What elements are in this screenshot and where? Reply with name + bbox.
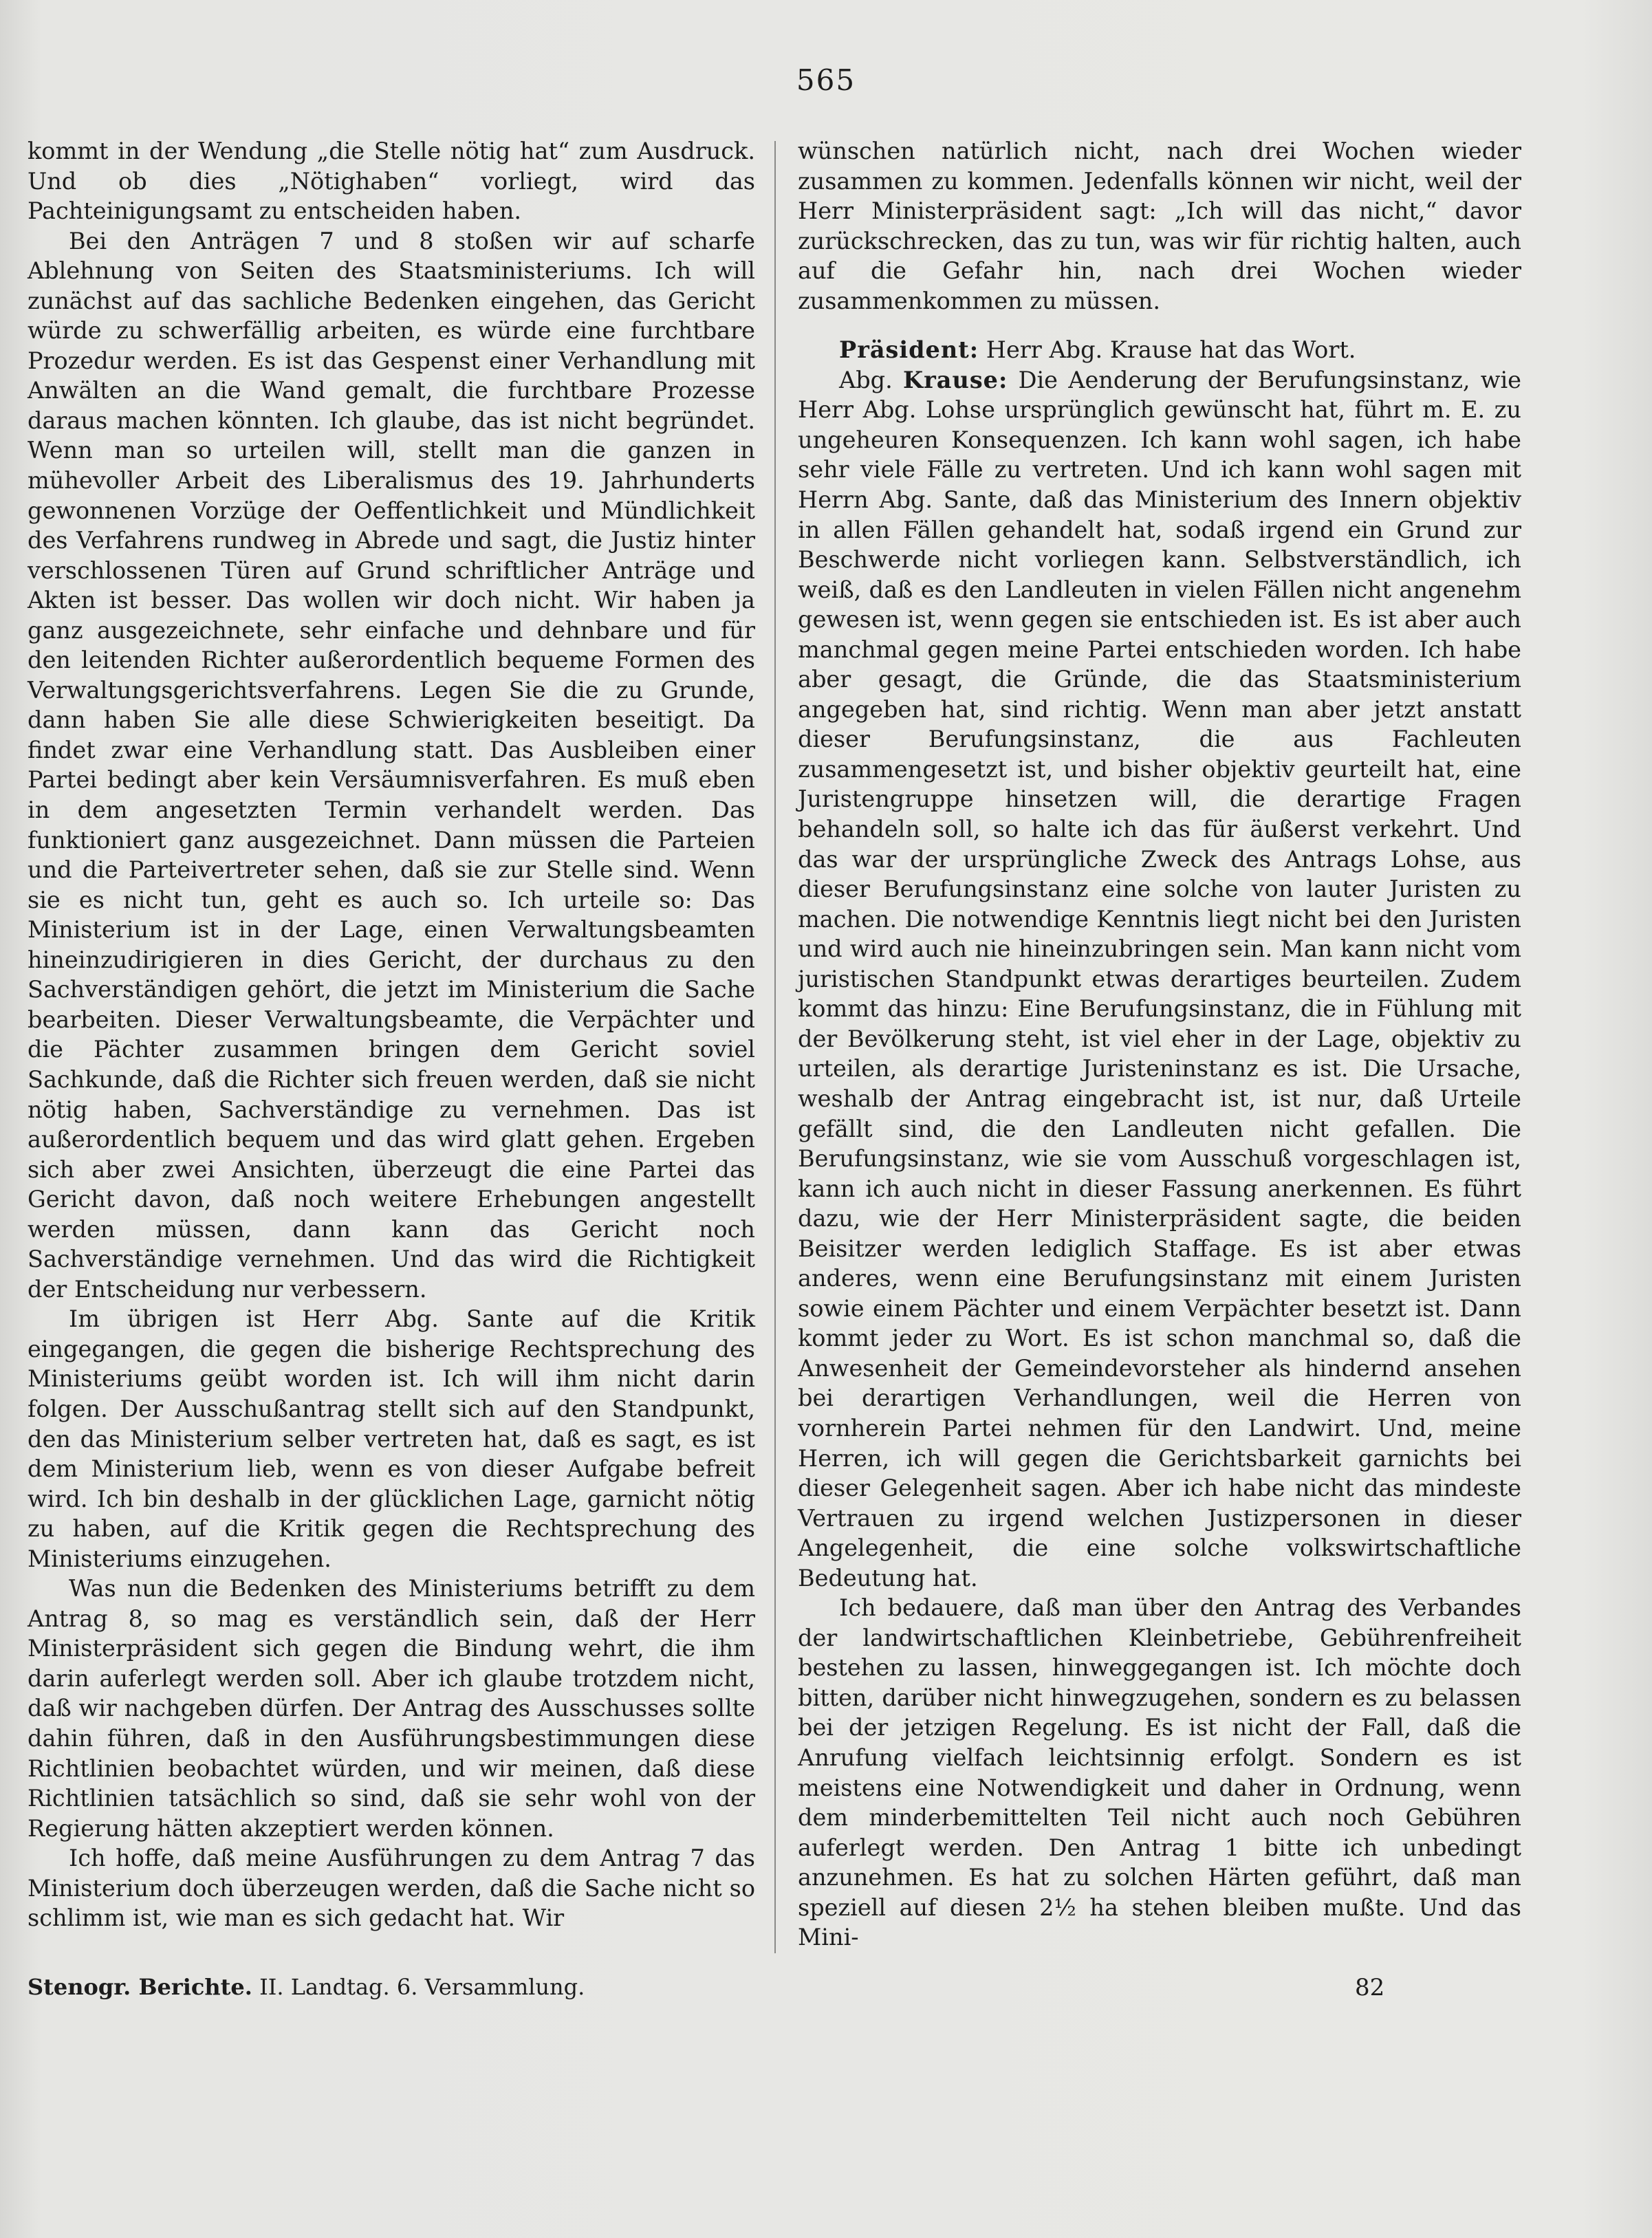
paragraph: Ich hoffe, daß meine Ausführungen zu dem Antrag 7 das Ministerium doch überzeugen werden, daß die Sache nicht so schlimm ist, wie man es sich gedacht hat. Wir [28,1845,755,1932]
sheet-number: 82 [1355,1974,1385,2001]
paragraph: Bei den Anträgen 7 und 8 stoßen wir auf scharfe Ablehnung von Seiten des Staatsministeriums. Ich will zunächst auf das sachliche Bedenken eingehen, das Gericht würde zu schwerfällig arbeiten, es würde eine furchtbare Prozedur werden. Es ist das Gespenst einer Verhandlung mit Anwälten an die Wand gemalt, die furchtbare Prozesse daraus machen könnten. Ich glaube, das ist nicht begründet. Wenn man so urteilen will, stellt man die ganzen in mühevoller Arbeit des Liberalismus des 19. Jahrhunderts gewonnenen Vorzüge der Oeffentlichkeit und Mündlichkeit des Verfahrens rundweg in Abrede und sagt, die Justiz hinter verschlossenen Türen auf Grund schriftlicher Anträge und Akten ist besser. Das wollen wir doch nicht. Wir haben ja ganz ausgezeichnete, sehr einfache und dehnbare und für den leitenden Richter außerordentlich bequeme Formen des Verwaltungsgerichtsverfahrens. Legen Sie die zu Grunde, dann haben Sie alle diese Schwierigkeiten beseitigt. Da findet zwar eine Verhandlung statt. Das Ausbleiben einer Partei bedingt aber kein Versäumnisverfahren. Es muß eben in dem angesetzten Termin verhandelt werden. Das funktioniert ganz ausgezeichnet. Dann müssen die Parteien und die Parteivertreter sehen, daß sie zur Stelle sind. Wenn sie es nicht tun, geht es auch so. Ich urteile so: Das Ministerium ist in der Lage, einen Verwaltungsbeamten hineinzudirigieren in dies Gericht, der durchaus zu den Sachverständigen gehört, die jetzt im Ministerium die Sache bearbeiten. Dieser Verwaltungsbeamte, die Verpächter und die Pächter zusammen bringen dem Gericht soviel Sachkunde, daß die Richter sich freuen werden, daß sie nicht nötig haben, Sachverständige zu vernehmen. Das ist außerordentlich bequem und das wird glatt gehen. Ergeben sich aber zwei Ansichten, überzeugt die eine Partei das Gericht davon, daß noch weitere Erhebungen angestellt werden müssen, dann kann das Gericht noch Sachverständige vernehmen. Und das wird die Richtigkeit der Entscheidung nur verbessern. [28,227,755,1303]
speech-text: Die Aenderung der Berufungsinstanz, wie Herr Abg. Lohse ursprünglich gewünscht hat, führt m. E. zu ungeheuren Konsequenzen. Ich kann wohl sagen, ich habe sehr viele Fälle zu vertreten. Und ich kann wohl sagen mit Herrn Abg. Sante, daß das Ministerium des Innern objektiv in allen Fällen gehandelt hat, sodaß irgend ein Grund zur Beschwerde nicht vorliegen kann. Selbstverständlich, ich weiß, daß es den Landleuten in vielen Fällen nicht angenehm gewesen ist, wenn gegen sie entschieden ist. Es ist aber auch manchmal gegen meine Partei entschieden worden. Ich habe aber gesagt, die Gründe, die das Staatsministerium angegeben hat, sind richtig. Wenn man aber jetzt anstatt dieser Berufungsinstanz, die aus Fachleuten zusammengesetzt ist, und bisher objektiv geurteilt hat, eine Juristengruppe hinsetzen will, die derartige Fragen behandeln soll, so halte ich das für äußerst verkehrt. Und das war der ursprüngliche Zweck des Antrags Lohse, aus dieser Berufungsinstanz eine solche von lauter Juristen zu machen. Die notwendige Kenntnis liegt nicht bei den Juristen und wird auch nie hineinzubringen sein. Man kann nicht vom juristischen Standpunkt etwas derartiges beurteilen. Zudem kommt das hinzu: Eine Berufungsinstanz, die in Fühlung mit der Bevölkerung steht, ist viel eher in der Lage, objektiv zu urteilen, als derartige Juristeninstanz es ist. Die Ursache, weshalb der Antrag eingebracht ist, ist nur, daß Urteile gefällt sind, die den Landleuten nicht gefallen. Die Berufungsinstanz, wie sie vom Ausschuß vorgeschlagen ist, kann ich auch nicht in dieser Fassung anerkennen. Es führt dazu, wie der Herr Ministerpräsident sagte, die beiden Beisitzer werden lediglich Staffage. Es ist aber etwas anderes, wenn eine Berufungsinstanz mit einem Juristen sowie einem Pächter und einem Verpächter besetzt ist. Dann kommt jeder zu Wort. Es ist schon manchmal so, daß die Anwesenheit der Gemeindevorsteher als hindernd ansehen bei derartigen Verhandlungen, weil die Herren von vornherein Partei nehmen für den Landwirt. Und, meine Herren, ich will gegen die Gerichtsbarkeit garnichts bei dieser Gelegenheit sagen. Aber ich habe nicht das mindeste Vertrauen zu irgend welchen Justizpersonen in dieser Angelegenheit, die eine solche volkswirtschaftliche Bedeutung hat. [798,366,1521,1591]
right-column [798,136,1521,1953]
president-remark [798,335,1521,365]
speaker-name: Präsident: [839,336,979,364]
paragraph: Ich bedauere, daß man über den Antrag des Verbandes der landwirtschaftlichen Kleinbetriebe, Gebührenfreiheit bestehen zu lassen, hinweggegangen ist. Ich möchte doch bitten, darüber nicht hinwegzugehen, sondern es zu belassen bei der jetzigen Regelung. Es ist nicht der Fall, daß die Anrufung vielfach leichtsinnig erfolgt. Sondern es ist meistens eine Notwendigkeit und daher in Ordnung, wenn dem minderbemittelten Teil nicht auch noch Gebühren auferlegt werden. Den Antrag 1 bitte ich unbedingt anzunehmen. Es hat zu solchen Härten geführt, daß man speziell auf diesen 2½ ha stehen bleiben mußte. Und das Mini- [798,1594,1521,1951]
left-column [28,136,755,1933]
paragraph: kommt in der Wendung „die Stelle nötig hat“ zum Ausdruck. Und ob dies „Nötighaben“ vorliegt, wird das Pachteinigungsamt zu entscheiden haben. [28,138,755,225]
page-number: 565 [796,63,856,97]
paragraph: Was nun die Bedenken des Ministeriums betrifft zu dem Antrag 8, so mag es verständlich sein, daß der Herr Ministerpräsident sich gegen die Bindung wehrt, die ihm darin auferlegt werden soll. Aber ich glaube trotzdem nicht, daß wir nachgeben dürfen. Der Antrag des Ausschusses sollte dahin führen, daß in den Ausführungsbestimmungen diese Richtlinien beobachtet würden, und wir meinen, daß diese Richtlinien tatsächlich so sind, daß sie sehr wohl von der Regierung hätten akzeptiert werden können. [28,1575,755,1842]
speaker-title: Abg. [839,366,903,393]
krause-speech [798,365,1521,1593]
speech-text: Herr Abg. Krause hat das Wort. [979,336,1356,364]
paragraph: wünschen natürlich nicht, nach drei Wochen wieder zusammen zu kommen. Jedenfalls können wir nicht, weil der Herr Ministerpräsident sagt: „Ich will das nicht,“ davor zurückschrecken, das zu tun, was wir für richtig halten, auch auf die Gefahr hin, nach drei Wochen wieder zusammenkommen zu müssen. [798,138,1521,314]
paragraph: Im übrigen ist Herr Abg. Sante auf die Kritik eingegangen, die gegen die bisherige Rechtsprechung des Ministeriums geübt worden ist. Ich will ihm nicht darin folgen. Der Ausschußantrag stellt sich auf den Standpunkt, den das Ministerium selber vertreten hat, daß es sagt, es ist dem Ministerium lieb, wenn es von dieser Aufgabe befreit wird. Ich bin deshalb in der glücklichen Lage, garnicht nötig zu haben, auf die Kritik gegen die Rechtsprechung des Ministeriums einzugehen. [28,1305,755,1572]
footer-source [28,1974,585,2000]
footer-source-abbr: Stenogr. Berichte. [28,1974,252,2000]
footer-source-detail: II. Landtag. 6. Versammlung. [252,1974,585,2000]
column-divider [774,141,776,1953]
speaker-name: Krause: [902,366,1008,393]
